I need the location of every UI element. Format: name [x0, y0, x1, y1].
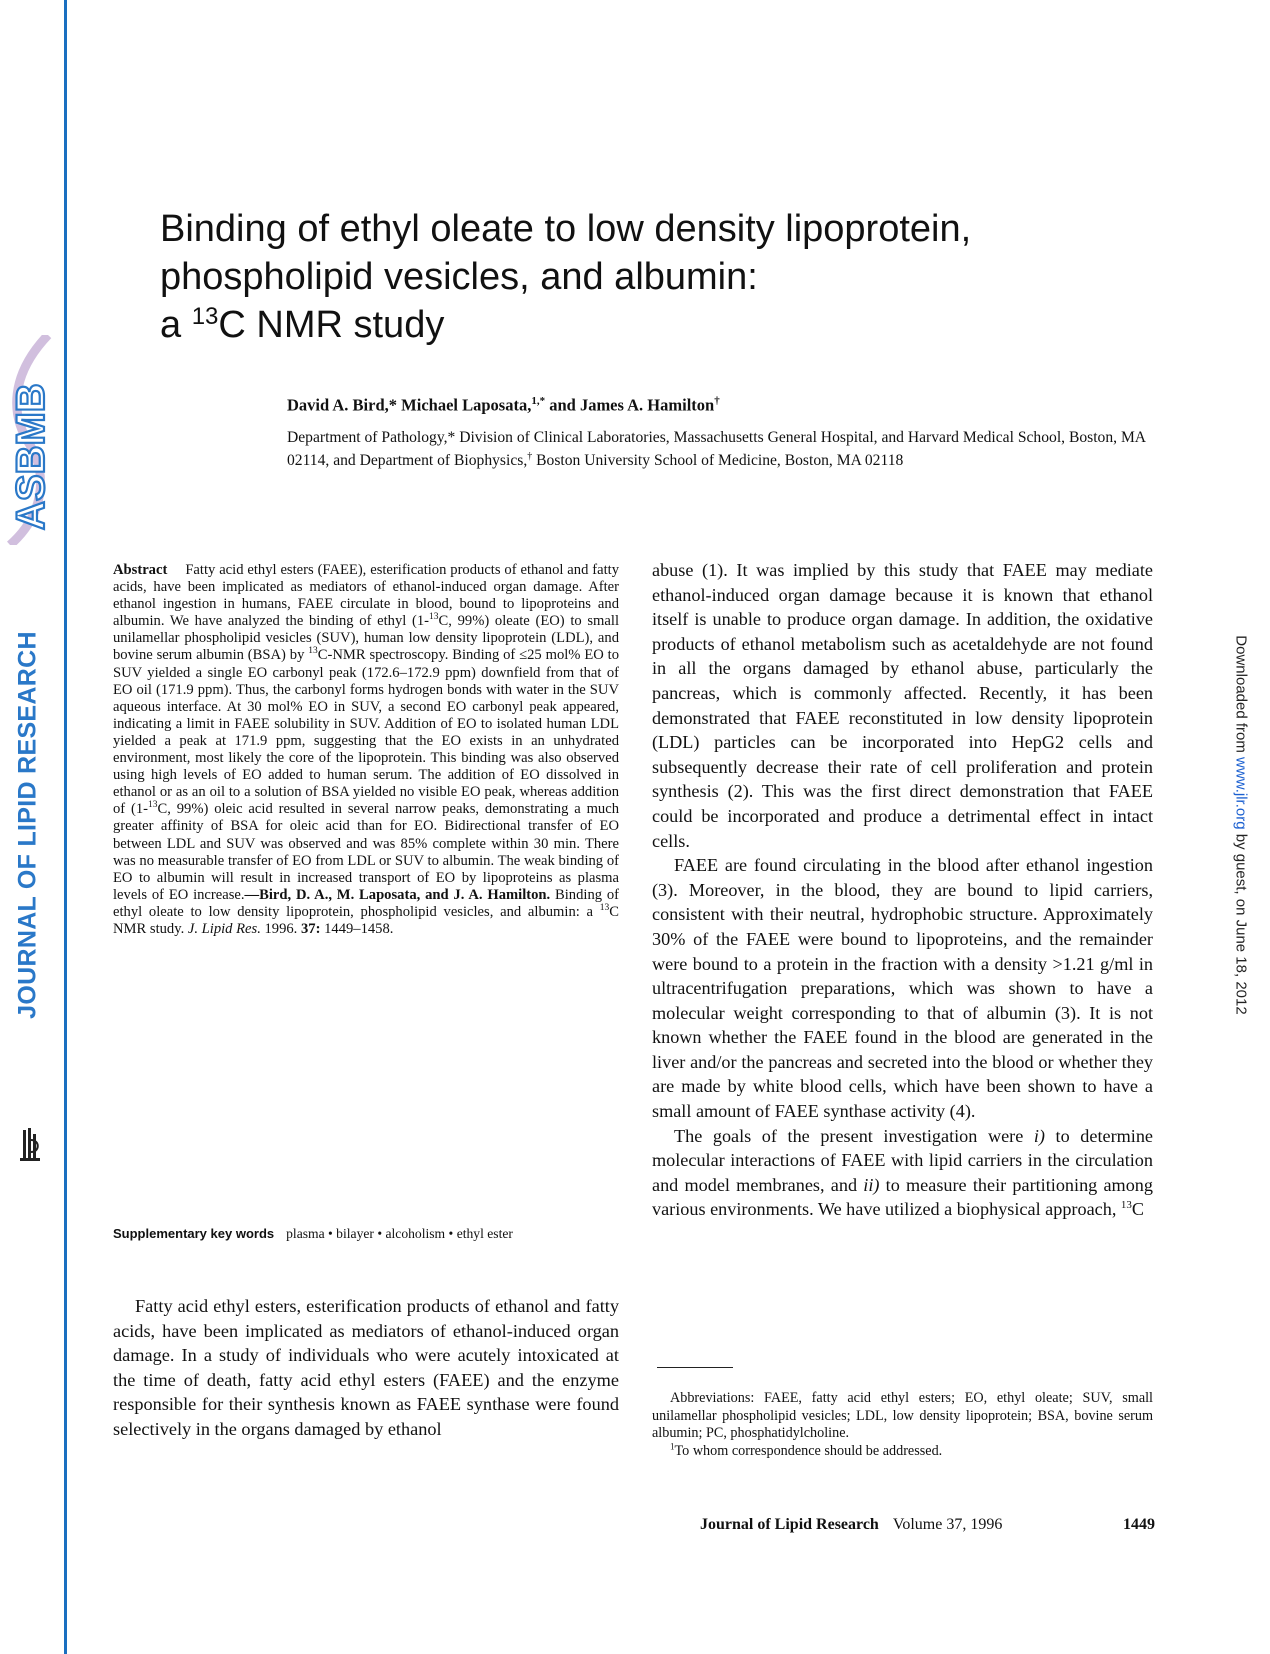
title-line-3-pre: a	[160, 304, 192, 346]
keywords-items: plasma • bilayer • alcoholism • ethyl ester	[286, 1226, 513, 1241]
keywords-label: Supplementary key words	[113, 1226, 275, 1241]
author-2-sup: 1,*	[531, 395, 546, 407]
goals-ii: ii)	[863, 1174, 880, 1195]
page-footer	[700, 1516, 1155, 1534]
author-3-sup: †	[714, 395, 720, 407]
right-paragraph-3	[652, 1124, 1153, 1222]
abstract-sup-3: 13	[148, 800, 158, 811]
affiliation	[287, 428, 1147, 470]
goals-sup: 13	[1120, 1199, 1132, 1212]
affiliation-sup: †	[527, 451, 533, 462]
jlr-link[interactable]: www.jlr.org	[1232, 757, 1250, 830]
goals-end: C	[1131, 1199, 1145, 1220]
footnote-1-text: To whom correspondence should be addressed.	[674, 1442, 943, 1459]
abstract-label: Abstract	[113, 562, 168, 578]
download-prefix: Downloaded from	[1232, 635, 1250, 758]
affiliation-part-2: Boston University School of Medicine, Boston, MA 02118	[532, 452, 904, 470]
author-2: Michael Laposata,	[401, 395, 532, 415]
citation-title-post: C NMR study.	[113, 903, 619, 937]
abstract	[113, 562, 619, 938]
title-line-3-post: C NMR study	[218, 304, 445, 346]
right-paragraph-2: FAEE are found circulating in the blood after ethanol ingestion (3). Moreover, in the blood, they are bound to lipid carriers, consistent with their neutral, hydrophobic structure. Approximately 30% of the FAEE were bound to lipoproteins, and the remainder were bound to a protein in the fraction with a density >1.21 g/ml in ultracentrifugation preparations, which was shown to have a molecular weight corresponding to that of albumin (3). It is not known whether the FAEE found in the blood are generated in the liver and/or the pancreas and secreted into the blood or whether they are made by white blood cells, which have been shown to have a small amount of FAEE synthase activity (4).	[652, 855, 1153, 1122]
goals-post: to measure their partitioning among various environments. We have utilized a biophysical approach,	[652, 1174, 1153, 1220]
title-line-2: phospholipid vesicles, and albumin:	[160, 256, 758, 298]
right-paragraph-1: abuse (1). It was implied by this study that FAEE may mediate ethanol-induced organ damage because it is known that ethanol itself is unable to produce organ damage. In addition, the oxidative products of ethanol metabolism such as acetaldehyde are not found in all the organs damaged by ethanol abuse, particularly the pancreas, which is commonly affected. Recently, it has been demonstrated that FAEE reconstituted in low density lipoprotein (LDL) particles can be incorporated into HepG2 cells and subsequently decrease their rate of cell proliferation and protein synthesis (2). This was the first direct demonstration that FAEE could be incorporated and produce a detrimental effect in intact cells.	[652, 560, 1153, 851]
abstract-text-1: Fatty acid ethyl esters (FAEE), esterification products of ethanol and fatty acids, have been implicated as mediators of ethanol-induced organ damage. After ethanol ingestion in humans, FAEE circulate in blood, bound to lipoproteins and albumin. We have analyzed the binding of ethyl (1-	[113, 562, 619, 630]
page-number: 1449	[1123, 1516, 1155, 1533]
asbmb-logo	[0, 335, 56, 545]
footer-journal: Journal of Lipid Research	[700, 1516, 879, 1533]
footnote-rule	[657, 1367, 733, 1368]
abbreviations-footnote: Abbreviations: FAEE, fatty acid ethyl esters; EO, ethyl oleate; SUV, small unilamellar phospholipid vesicles; LDL, low density lipoprotein; BSA, bovine serum albumin; PC, phosphatidylcholine.	[652, 1390, 1153, 1441]
journal-vertical-title: JOURNAL OF LIPID RESEARCH	[13, 631, 42, 1019]
citation-year: 1996.	[260, 920, 301, 937]
author-3: James A. Hamilton	[579, 395, 715, 415]
download-notice	[1233, 635, 1250, 1014]
author-list	[287, 395, 720, 416]
abstract-text-4: C, 99%) oleic acid resulted in several narrow peaks, demonstrating a much greater affinity of BSA for oleic acid than for EO. Bidirectional transfer of EO between LDL and SUV was observed and was 85% complete within 30 min. There was no measurable transfer of EO from LDL or SUV to albumin. The weak binding of EO to albumin will result in increased transport of EO by lipoproteins as plasma levels of EO increase.	[113, 801, 620, 903]
abstract-sup-2: 13	[308, 646, 318, 657]
author-and: and	[549, 395, 576, 415]
article-title	[160, 205, 1110, 349]
citation-pages: 1449–1458.	[320, 920, 394, 937]
abstract-text-3: C-NMR spectroscopy. Binding of ≤25 mol% EO to SUV yielded a single EO carbonyl peak (172.6–172.9 ppm) downfield from that of EO oil (171.9 ppm). Thus, the carbonyl forms hydrogen bonds with water in the SUV aqueous interface. At 30 mol% EO in SUV, a second EO carbonyl peak appeared, indicating a limit in FAEE solubility in SUV. Addition of EO to isolated human LDL yielded a peak at 171.9 ppm, suggesting that the EO exists in an unhydrated environment, most likely the core of the lipoprotein. This binding was also observed using high levels of EO added to human serum. The addition of EO dissolved in ethanol or as an oil to a solution of BSA yielded no visible EO peak, whereas addition of (1-	[113, 647, 619, 818]
citation-volume: 37:	[300, 920, 321, 937]
affiliation-part-1: Department of Pathology,* Division of Clinical Laboratories, Massachusetts General Hospital, and Harvard Medical School, Boston, MA 02114, and Department of Biophysics,	[287, 429, 1146, 470]
author-1: David A. Bird,*	[287, 395, 398, 415]
citation-sup: 13	[599, 903, 610, 914]
title-line-1: Binding of ethyl oleate to low density lipoprotein,	[160, 208, 972, 250]
goals-i: i)	[1033, 1125, 1045, 1146]
sidebar-rule	[64, 0, 67, 1654]
correspondence-footnote	[652, 1440, 1153, 1461]
goals-mid: to determine molecular interactions of FAEE with lipid carriers in the circulation and model membranes, and	[652, 1125, 1153, 1195]
title-sup: 13	[191, 303, 219, 330]
footer-volume: Volume 37, 1996	[892, 1516, 1003, 1533]
keywords	[113, 1226, 633, 1242]
download-suffix: by guest, on June 18, 2012	[1232, 829, 1250, 1015]
citation-journal: J. Lipid Res.	[187, 920, 261, 937]
footnote-1-sup: 1	[670, 1440, 675, 1451]
intro-paragraph: Fatty acid ethyl esters, esterification products of ethanol and fatty acids, have been implicated as mediators of ethanol-induced organ damage. In a study of individuals who were acutely intoxicated at the time of death, fatty acid ethyl esters (FAEE) and the enzyme responsible for their synthesis known as FAEE synthase were found selectively in the organs damaged by ethanol	[113, 1296, 619, 1439]
goals-pre: The goals of the present investigation were	[674, 1125, 1034, 1146]
abstract-sup-1: 13	[429, 612, 439, 623]
footnotes	[652, 1390, 1153, 1460]
citation-authors: —Bird, D. A., M. Laposata, and J. A. Hamilton.	[244, 886, 551, 903]
asbmb-logo-text: ASBMB	[9, 383, 53, 530]
abstract-text-2: C, 99%) oleate (EO) to small unilamellar phospholipid vesicles (SUV), human low density lipoprotein (LDL), and bovine serum albumin (BSA) by	[113, 613, 619, 664]
jlr-logo-icon	[18, 1126, 42, 1164]
citation-title-pre: Binding of ethyl oleate to low density lipoprotein, phospholipid vesicles, and albumin: a	[113, 886, 620, 920]
right-column	[652, 558, 1153, 1222]
